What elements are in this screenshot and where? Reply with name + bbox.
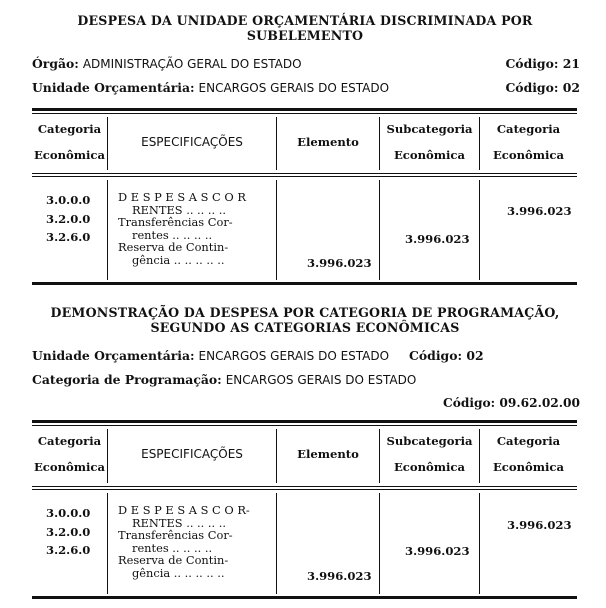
spec-line: Transferências Cor- bbox=[118, 215, 233, 229]
header-col1-line2: Econômica bbox=[33, 148, 106, 162]
header2-elemento: Elemento bbox=[297, 447, 359, 461]
code-3200: 3.2.0.0 bbox=[46, 524, 91, 539]
unidade-code: Código: 02 bbox=[505, 80, 580, 95]
spec-line: D E S P E S A S C O R- bbox=[118, 503, 250, 517]
section1-title-line2: SUBELEMENTO bbox=[246, 28, 364, 43]
table1-header-rule bbox=[32, 173, 577, 174]
header2-col4-line2: Econômica bbox=[393, 460, 466, 474]
header-subcategoria bbox=[380, 116, 479, 168]
table1-categoria-value: 3.996.023 bbox=[507, 204, 572, 218]
header2-col4-line1: Subcategoria bbox=[386, 434, 473, 448]
table1-top-rule bbox=[32, 108, 577, 111]
unidade2-value: ENCARGOS GERAIS DO ESTADO bbox=[198, 349, 390, 363]
code-3260: 3.2.6.0 bbox=[46, 230, 91, 244]
header-col4-line1: Subcategoria bbox=[386, 122, 473, 136]
header2-col1-line1: Categoria bbox=[37, 434, 102, 448]
header-categoria-economica bbox=[32, 116, 107, 168]
spec-line: RENTES .. .. .. .. bbox=[132, 515, 227, 530]
header2-subcategoria bbox=[380, 428, 479, 480]
header-col5-line2: Econômica bbox=[492, 148, 565, 162]
header2-especificacoes: ESPECIFICAÇÕES bbox=[141, 447, 243, 461]
table1-subcategoria-value: 3.996.023 bbox=[405, 232, 470, 246]
spec-line: Transferências Cor- bbox=[118, 528, 233, 542]
code-3000: 3.0.0.0 bbox=[46, 506, 91, 520]
table2 bbox=[32, 420, 577, 602]
header-categoria bbox=[480, 116, 577, 168]
table1-header-rule2 bbox=[32, 176, 577, 177]
table2-body-vline-1 bbox=[107, 493, 108, 594]
spec-line: gência .. .. .. .. .. bbox=[132, 565, 225, 580]
code-3200: 3.2.0.0 bbox=[46, 211, 91, 226]
code-3000: 3.0.0.0 bbox=[46, 193, 91, 207]
spec-line: gência .. .. .. .. .. bbox=[132, 252, 225, 267]
spec-line: RENTES .. .. .. .. bbox=[132, 202, 227, 217]
spec-line: D E S P E S A S C O R bbox=[118, 190, 246, 204]
section2-title bbox=[40, 305, 570, 335]
table1 bbox=[32, 108, 577, 286]
table2-top-rule-thin bbox=[32, 425, 577, 426]
table1-body-vline-2 bbox=[276, 180, 277, 280]
table2-top-rule bbox=[32, 420, 577, 423]
header2-col1-line2: Econômica bbox=[33, 460, 106, 474]
unidade2-row bbox=[32, 348, 580, 364]
unidade-row bbox=[32, 80, 580, 96]
orgao-row bbox=[32, 56, 580, 72]
header2-categoria-economica bbox=[32, 428, 107, 480]
code-3260: 3.2.6.0 bbox=[46, 543, 91, 557]
table2-bottom-rule bbox=[32, 596, 577, 599]
section1-title bbox=[40, 13, 570, 43]
section1-title-line1: DESPESA DA UNIDADE ORÇAMENTÁRIA DISCRIMINADA POR bbox=[77, 13, 533, 28]
orgao-code: Código: 21 bbox=[505, 56, 580, 71]
section2-title-line2: SEGUNDO AS CATEGORIAS ECONÔMICAS bbox=[150, 320, 460, 335]
table2-categoria-value: 3.996.023 bbox=[507, 518, 572, 532]
table1-codes bbox=[46, 191, 106, 247]
header2-col5-line1: Categoria bbox=[496, 434, 561, 448]
header-elemento: Elemento bbox=[297, 135, 359, 149]
table2-body-vline-2 bbox=[276, 493, 277, 594]
table1-specifications bbox=[118, 191, 274, 266]
table2-subcategoria-value: 3.996.023 bbox=[405, 544, 470, 558]
header2-col5-line2: Econômica bbox=[492, 460, 565, 474]
categoria-programacao-code: Código: 09.62.02.00 bbox=[443, 396, 580, 410]
table1-body-vline-3 bbox=[379, 180, 380, 280]
table2-elemento-value: 3.996.023 bbox=[307, 569, 372, 583]
unidade-label: Unidade Orçamentária: bbox=[32, 80, 195, 95]
header-col1-line1: Categoria bbox=[37, 122, 102, 136]
header-especificacoes: ESPECIFICAÇÕES bbox=[141, 135, 243, 149]
categoria-programacao-row bbox=[32, 372, 580, 388]
table2-body-vline-3 bbox=[379, 493, 380, 594]
spec-line: rentes .. .. .. .. bbox=[132, 540, 213, 555]
categoria-programacao-value: ENCARGOS GERAIS DO ESTADO bbox=[225, 373, 417, 387]
spec-line: rentes .. .. .. .. bbox=[132, 227, 213, 242]
orgao-value: ADMINISTRAÇÃO GERAL DO ESTADO bbox=[82, 57, 302, 71]
categoria-programacao-label: Categoria de Programação: bbox=[32, 372, 222, 387]
table1-top-rule-thin bbox=[32, 113, 577, 114]
table2-header-rule2 bbox=[32, 489, 577, 490]
table1-body-vline-1 bbox=[107, 180, 108, 280]
header-col4-line2: Econômica bbox=[393, 148, 466, 162]
unidade-value: ENCARGOS GERAIS DO ESTADO bbox=[198, 81, 390, 95]
section2-title-line1: DEMONSTRAÇÃO DA DESPESA POR CATEGORIA DE PROGRAMAÇÃO, bbox=[50, 305, 560, 320]
header-col5-line1: Categoria bbox=[496, 122, 561, 136]
table1-body-vline-4 bbox=[479, 180, 480, 280]
header2-categoria bbox=[480, 428, 577, 480]
unidade2-label: Unidade Orçamentária: bbox=[32, 348, 195, 363]
unidade2-code: Código: 02 bbox=[409, 348, 484, 363]
orgao-label: Órgão: bbox=[32, 56, 79, 71]
table1-elemento-value: 3.996.023 bbox=[307, 256, 372, 270]
table2-specifications bbox=[118, 504, 274, 579]
spec-line: Reserva de Contin- bbox=[118, 553, 229, 567]
table1-bottom-rule bbox=[32, 282, 577, 285]
table2-codes bbox=[46, 504, 106, 560]
table2-header-rule bbox=[32, 486, 577, 487]
table2-body-vline-4 bbox=[479, 493, 480, 594]
spec-line: Reserva de Contin- bbox=[118, 240, 229, 254]
